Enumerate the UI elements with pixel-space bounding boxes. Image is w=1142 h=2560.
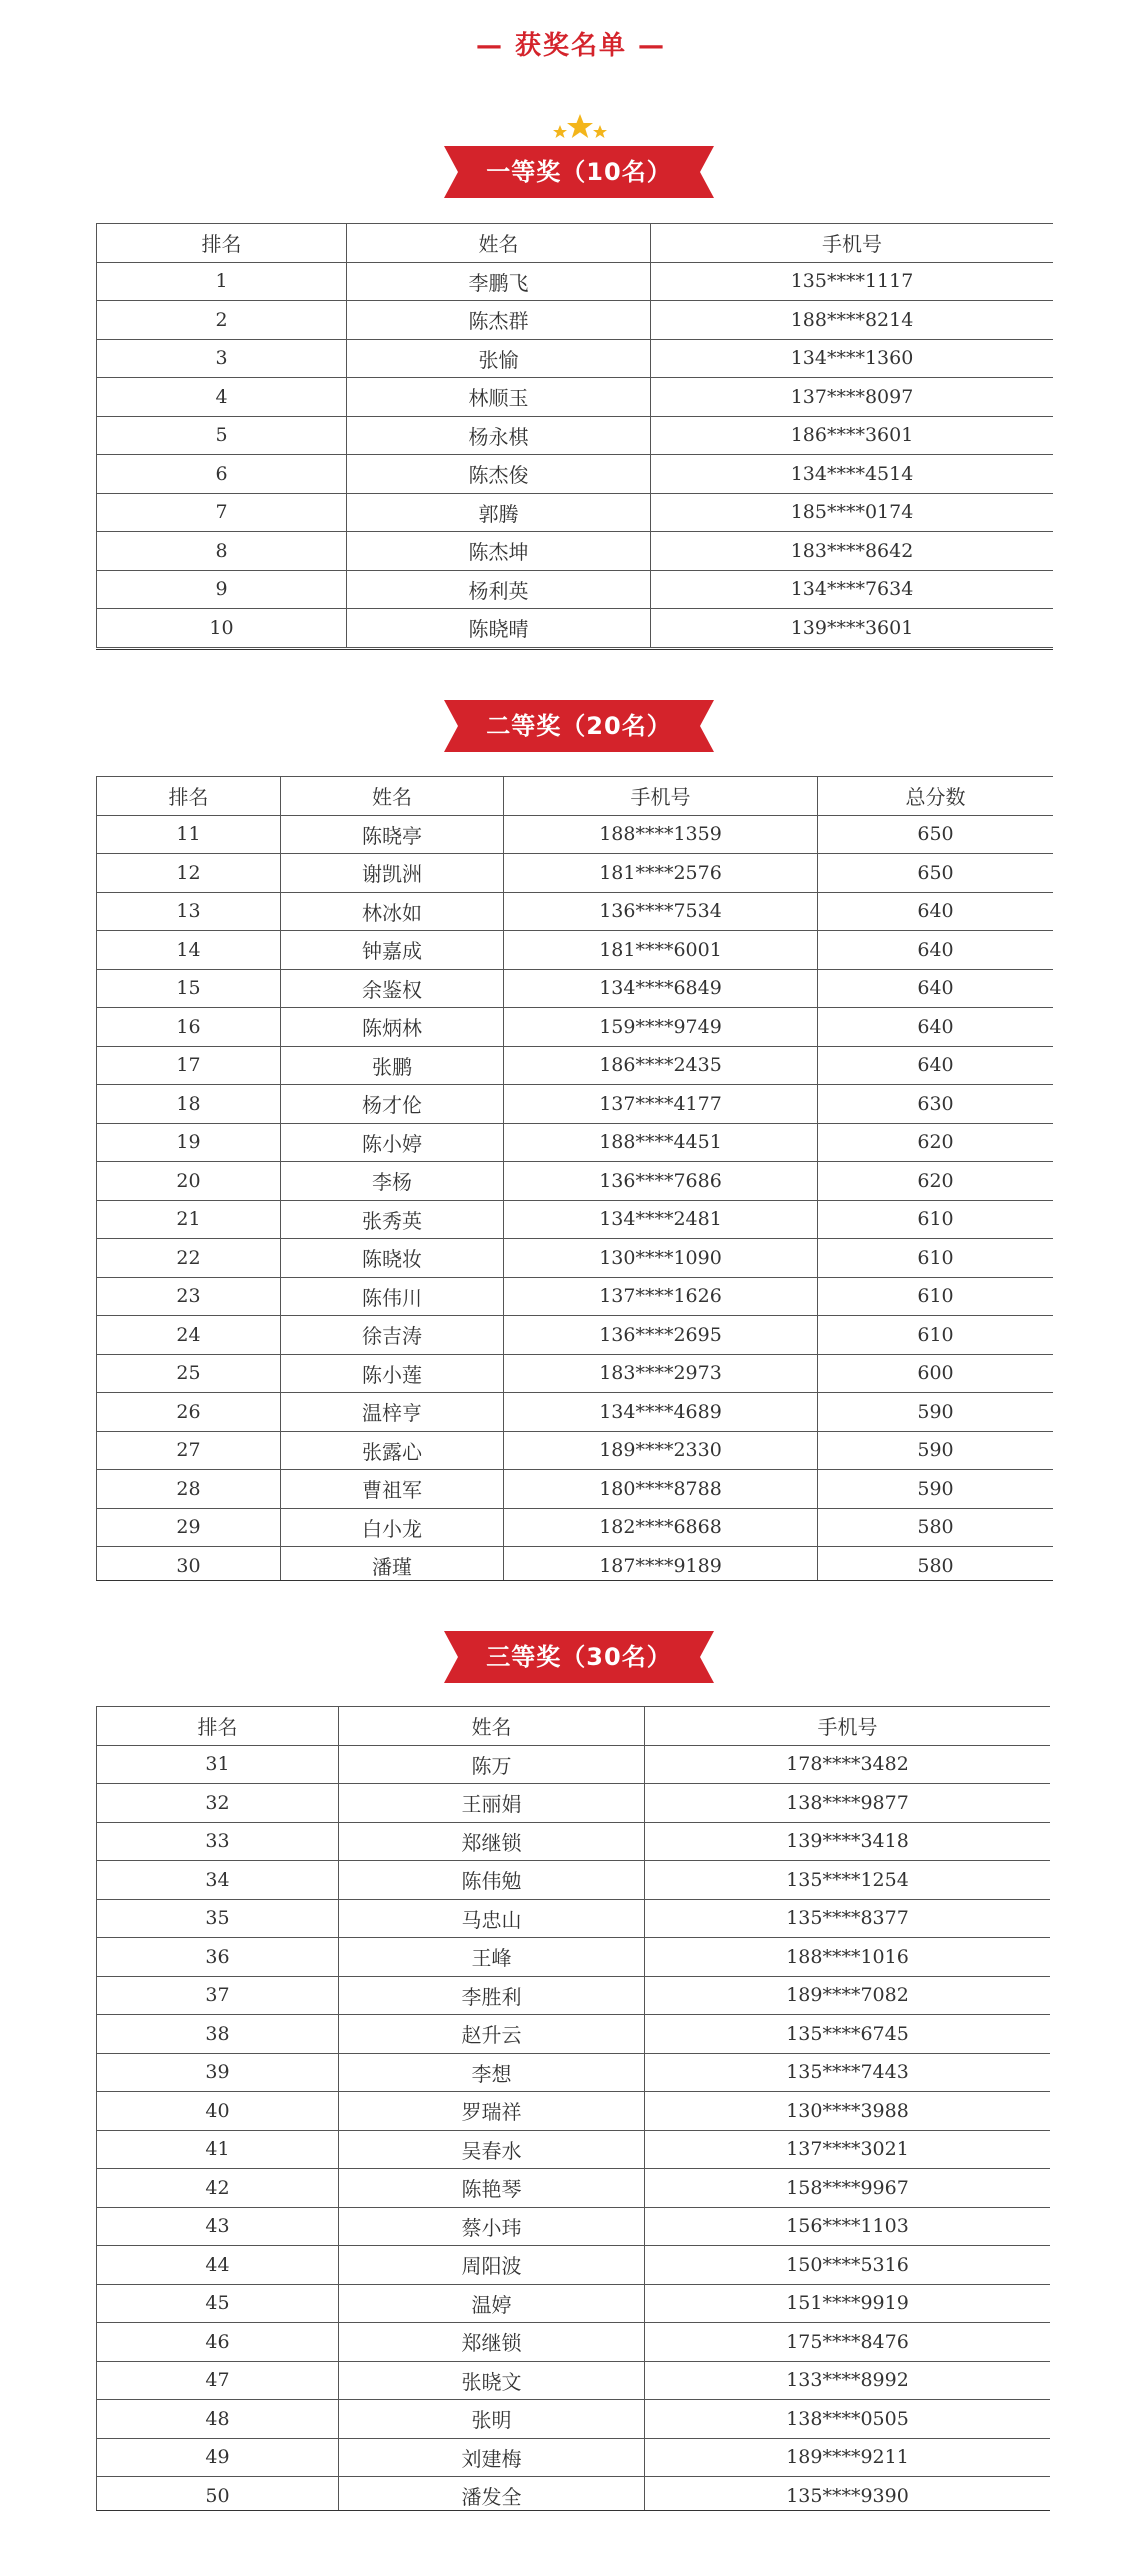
cell-phone: 135****8377	[645, 1899, 1051, 1938]
cell-phone: 135****9390	[645, 2477, 1051, 2512]
table-row	[97, 1899, 1051, 1938]
cell-name: 张鹏	[281, 1046, 504, 1085]
cell-phone: 134****4514	[651, 455, 1054, 494]
cell-rank: 12	[97, 854, 281, 893]
cell-score: 640	[818, 931, 1054, 970]
cell-phone: 135****6745	[645, 2015, 1051, 2054]
cell-phone: 137****8097	[651, 378, 1054, 417]
cell-score: 640	[818, 892, 1054, 931]
cell-phone: 189****9211	[645, 2438, 1051, 2477]
table-row	[97, 1316, 1054, 1355]
table-row	[97, 2323, 1051, 2362]
column-header-rank: 排名	[97, 777, 281, 816]
table-row	[97, 1046, 1054, 1085]
cell-rank: 27	[97, 1431, 281, 1470]
cell-phone: 150****5316	[645, 2246, 1051, 2285]
cell-name: 杨才伦	[281, 1085, 504, 1124]
cell-rank: 43	[97, 2207, 339, 2246]
cell-name: 李想	[339, 2053, 645, 2092]
table-row	[97, 1745, 1051, 1784]
cell-name: 陈小婷	[281, 1123, 504, 1162]
cell-phone: 139****3601	[651, 609, 1054, 648]
cell-phone: 186****2435	[504, 1046, 818, 1085]
table-row	[97, 1200, 1054, 1239]
table-row	[97, 1938, 1051, 1977]
cell-phone: 139****3418	[645, 1822, 1051, 1861]
cell-phone: 188****8214	[651, 301, 1054, 340]
cell-rank: 20	[97, 1162, 281, 1201]
cell-rank: 30	[97, 1547, 281, 1582]
table-row	[97, 301, 1054, 340]
cell-name: 余鉴权	[281, 969, 504, 1008]
cell-name: 李鹏飞	[347, 262, 651, 301]
cell-rank: 47	[97, 2361, 339, 2400]
cell-phone: 137****1626	[504, 1277, 818, 1316]
cell-rank: 50	[97, 2477, 339, 2512]
cell-phone: 188****1359	[504, 815, 818, 854]
cell-rank: 8	[97, 532, 347, 571]
cell-phone: 183****2973	[504, 1354, 818, 1393]
table-row	[97, 1354, 1054, 1393]
cell-name: 陈晓亭	[281, 815, 504, 854]
cell-rank: 41	[97, 2130, 339, 2169]
cell-score: 640	[818, 1008, 1054, 1047]
table-row	[97, 1547, 1054, 1582]
cell-rank: 29	[97, 1508, 281, 1547]
table-row	[97, 2477, 1051, 2512]
cell-rank: 11	[97, 815, 281, 854]
cell-name: 徐吉涛	[281, 1316, 504, 1355]
cell-phone: 130****3988	[645, 2092, 1051, 2131]
cell-rank: 34	[97, 1861, 339, 1900]
cell-phone: 189****2330	[504, 1431, 818, 1470]
cell-rank: 7	[97, 493, 347, 532]
table-row	[97, 2400, 1051, 2439]
table-row	[97, 1162, 1054, 1201]
table-row	[97, 1976, 1051, 2015]
table-row	[97, 2438, 1051, 2477]
table-row	[97, 339, 1054, 378]
column-header-name: 姓名	[347, 224, 651, 263]
cell-phone: 135****1254	[645, 1861, 1051, 1900]
table-row	[97, 1470, 1054, 1509]
cell-name: 王丽娟	[339, 1784, 645, 1823]
cell-phone: 130****1090	[504, 1239, 818, 1278]
cell-name: 曹祖军	[281, 1470, 504, 1509]
table-row	[97, 815, 1054, 854]
cell-phone: 136****2695	[504, 1316, 818, 1355]
cell-phone: 136****7686	[504, 1162, 818, 1201]
column-header-name: 姓名	[339, 1707, 645, 1746]
table-row	[97, 1277, 1054, 1316]
cell-name: 赵升云	[339, 2015, 645, 2054]
cell-name: 陈杰俊	[347, 455, 651, 494]
third-prize-table	[96, 1706, 1050, 2511]
table-row	[97, 455, 1054, 494]
cell-phone: 185****0174	[651, 493, 1054, 532]
table-row	[97, 969, 1054, 1008]
column-header-score: 总分数	[818, 777, 1054, 816]
table-row	[97, 609, 1054, 648]
stars-icon	[550, 112, 610, 144]
table-row	[97, 1008, 1054, 1047]
cell-name: 郑继锁	[339, 2323, 645, 2362]
column-header-rank: 排名	[97, 224, 347, 263]
table-row	[97, 1861, 1051, 1900]
cell-phone: 181****6001	[504, 931, 818, 970]
cell-rank: 26	[97, 1393, 281, 1432]
cell-rank: 4	[97, 378, 347, 417]
table-row	[97, 1822, 1051, 1861]
banner-label: 一等奖（10名）	[486, 158, 672, 186]
cell-name: 周阳波	[339, 2246, 645, 2285]
cell-phone: 181****2576	[504, 854, 818, 893]
cell-score: 580	[818, 1508, 1054, 1547]
cell-rank: 37	[97, 1976, 339, 2015]
cell-phone: 138****9877	[645, 1784, 1051, 1823]
cell-rank: 9	[97, 570, 347, 609]
cell-phone: 134****4689	[504, 1393, 818, 1432]
cell-score: 610	[818, 1200, 1054, 1239]
cell-rank: 1	[97, 262, 347, 301]
cell-phone: 138****0505	[645, 2400, 1051, 2439]
cell-name: 陈万	[339, 1745, 645, 1784]
cell-name: 陈伟勉	[339, 1861, 645, 1900]
cell-rank: 15	[97, 969, 281, 1008]
column-header-phone: 手机号	[645, 1707, 1051, 1746]
cell-phone: 188****1016	[645, 1938, 1051, 1977]
third-prize-banner	[444, 1631, 714, 1683]
table-row	[97, 570, 1054, 609]
cell-name: 钟嘉成	[281, 931, 504, 970]
cell-name: 王峰	[339, 1938, 645, 1977]
cell-name: 林冰如	[281, 892, 504, 931]
banner-label: 三等奖（30名）	[486, 1643, 672, 1671]
table-row	[97, 2361, 1051, 2400]
table-row	[97, 931, 1054, 970]
cell-rank: 44	[97, 2246, 339, 2285]
cell-score: 610	[818, 1239, 1054, 1278]
cell-name: 郑继锁	[339, 1822, 645, 1861]
cell-rank: 38	[97, 2015, 339, 2054]
table-row	[97, 1239, 1054, 1278]
cell-phone: 134****6849	[504, 969, 818, 1008]
cell-name: 刘建梅	[339, 2438, 645, 2477]
cell-rank: 13	[97, 892, 281, 931]
cell-rank: 32	[97, 1784, 339, 1823]
cell-rank: 5	[97, 416, 347, 455]
cell-phone: 159****9749	[504, 1008, 818, 1047]
cell-phone: 186****3601	[651, 416, 1054, 455]
table-row	[97, 2092, 1051, 2131]
cell-rank: 18	[97, 1085, 281, 1124]
cell-rank: 2	[97, 301, 347, 340]
table-row	[97, 262, 1054, 301]
cell-rank: 46	[97, 2323, 339, 2362]
cell-rank: 49	[97, 2438, 339, 2477]
cell-score: 610	[818, 1277, 1054, 1316]
cell-name: 张愉	[347, 339, 651, 378]
table-row	[97, 2284, 1051, 2323]
cell-name: 潘发全	[339, 2477, 645, 2512]
cell-phone: 175****8476	[645, 2323, 1051, 2362]
table-row	[97, 2246, 1051, 2285]
cell-phone: 158****9967	[645, 2169, 1051, 2208]
table-row	[97, 854, 1054, 893]
cell-rank: 19	[97, 1123, 281, 1162]
cell-name: 温婷	[339, 2284, 645, 2323]
cell-name: 陈伟川	[281, 1277, 504, 1316]
table-row	[97, 416, 1054, 455]
table-row	[97, 2015, 1051, 2054]
cell-phone: 178****3482	[645, 1745, 1051, 1784]
table-row	[97, 1508, 1054, 1547]
cell-rank: 16	[97, 1008, 281, 1047]
cell-name: 马忠山	[339, 1899, 645, 1938]
cell-score: 620	[818, 1162, 1054, 1201]
cell-rank: 3	[97, 339, 347, 378]
cell-phone: 137****3021	[645, 2130, 1051, 2169]
table-row	[97, 1393, 1054, 1432]
cell-name: 陈小莲	[281, 1354, 504, 1393]
column-header-rank: 排名	[97, 1707, 339, 1746]
cell-rank: 24	[97, 1316, 281, 1355]
first-prize-banner	[444, 146, 714, 198]
cell-name: 陈晓晴	[347, 609, 651, 648]
cell-rank: 35	[97, 1899, 339, 1938]
cell-phone: 182****6868	[504, 1508, 818, 1547]
cell-score: 590	[818, 1431, 1054, 1470]
cell-name: 蔡小玮	[339, 2207, 645, 2246]
cell-name: 李杨	[281, 1162, 504, 1201]
cell-rank: 21	[97, 1200, 281, 1239]
table-row	[97, 532, 1054, 571]
cell-rank: 48	[97, 2400, 339, 2439]
cell-score: 600	[818, 1354, 1054, 1393]
cell-rank: 10	[97, 609, 347, 648]
cell-score: 650	[818, 815, 1054, 854]
cell-phone: 187****9189	[504, 1547, 818, 1582]
cell-rank: 17	[97, 1046, 281, 1085]
table-row	[97, 493, 1054, 532]
cell-name: 陈艳琴	[339, 2169, 645, 2208]
cell-phone: 135****7443	[645, 2053, 1051, 2092]
cell-name: 陈杰坤	[347, 532, 651, 571]
cell-name: 陈晓妆	[281, 1239, 504, 1278]
column-header-phone: 手机号	[504, 777, 818, 816]
cell-rank: 22	[97, 1239, 281, 1278]
cell-name: 张秀英	[281, 1200, 504, 1239]
cell-rank: 25	[97, 1354, 281, 1393]
cell-score: 610	[818, 1316, 1054, 1355]
cell-rank: 14	[97, 931, 281, 970]
table-row	[97, 2207, 1051, 2246]
cell-phone: 189****7082	[645, 1976, 1051, 2015]
cell-rank: 45	[97, 2284, 339, 2323]
cell-name: 张晓文	[339, 2361, 645, 2400]
cell-name: 温梓亨	[281, 1393, 504, 1432]
cell-name: 杨永棋	[347, 416, 651, 455]
cell-rank: 39	[97, 2053, 339, 2092]
cell-phone: 180****8788	[504, 1470, 818, 1509]
cell-name: 潘瑾	[281, 1547, 504, 1582]
table-row	[97, 1784, 1051, 1823]
cell-name: 李胜利	[339, 1976, 645, 2015]
cell-name: 张露心	[281, 1431, 504, 1470]
cell-phone: 136****7534	[504, 892, 818, 931]
cell-score: 640	[818, 969, 1054, 1008]
cell-phone: 188****4451	[504, 1123, 818, 1162]
cell-score: 620	[818, 1123, 1054, 1162]
cell-name: 林顺玉	[347, 378, 651, 417]
table-row	[97, 892, 1054, 931]
page-title: — 获奖名单 —	[475, 31, 667, 61]
second-prize-banner	[444, 700, 714, 752]
cell-score: 630	[818, 1085, 1054, 1124]
table-row	[97, 1123, 1054, 1162]
cell-phone: 134****1360	[651, 339, 1054, 378]
cell-rank: 42	[97, 2169, 339, 2208]
table-row	[97, 2053, 1051, 2092]
column-header-name: 姓名	[281, 777, 504, 816]
second-prize-table	[96, 776, 1053, 1581]
cell-phone: 137****4177	[504, 1085, 818, 1124]
cell-rank: 23	[97, 1277, 281, 1316]
cell-name: 陈杰群	[347, 301, 651, 340]
table-row	[97, 2169, 1051, 2208]
cell-name: 陈炳林	[281, 1008, 504, 1047]
cell-phone: 183****8642	[651, 532, 1054, 571]
cell-rank: 6	[97, 455, 347, 494]
cell-rank: 36	[97, 1938, 339, 1977]
cell-phone: 134****2481	[504, 1200, 818, 1239]
cell-name: 张明	[339, 2400, 645, 2439]
cell-score: 650	[818, 854, 1054, 893]
cell-rank: 31	[97, 1745, 339, 1784]
first-prize-table	[96, 223, 1053, 650]
cell-score: 640	[818, 1046, 1054, 1085]
cell-name: 白小龙	[281, 1508, 504, 1547]
cell-name: 吴春水	[339, 2130, 645, 2169]
cell-phone: 156****1103	[645, 2207, 1051, 2246]
cell-score: 590	[818, 1470, 1054, 1509]
cell-name: 罗瑞祥	[339, 2092, 645, 2131]
column-header-phone: 手机号	[651, 224, 1054, 263]
cell-name: 谢凯洲	[281, 854, 504, 893]
cell-name: 杨利英	[347, 570, 651, 609]
cell-rank: 40	[97, 2092, 339, 2131]
cell-rank: 33	[97, 1822, 339, 1861]
cell-rank: 28	[97, 1470, 281, 1509]
cell-score: 580	[818, 1547, 1054, 1582]
cell-phone: 135****1117	[651, 262, 1054, 301]
table-row	[97, 1431, 1054, 1470]
banner-label: 二等奖（20名）	[486, 712, 672, 740]
table-row	[97, 2130, 1051, 2169]
table-row	[97, 1085, 1054, 1124]
cell-name: 郭腾	[347, 493, 651, 532]
cell-phone: 133****8992	[645, 2361, 1051, 2400]
cell-phone: 151****9919	[645, 2284, 1051, 2323]
cell-phone: 134****7634	[651, 570, 1054, 609]
table-row	[97, 378, 1054, 417]
cell-score: 590	[818, 1393, 1054, 1432]
